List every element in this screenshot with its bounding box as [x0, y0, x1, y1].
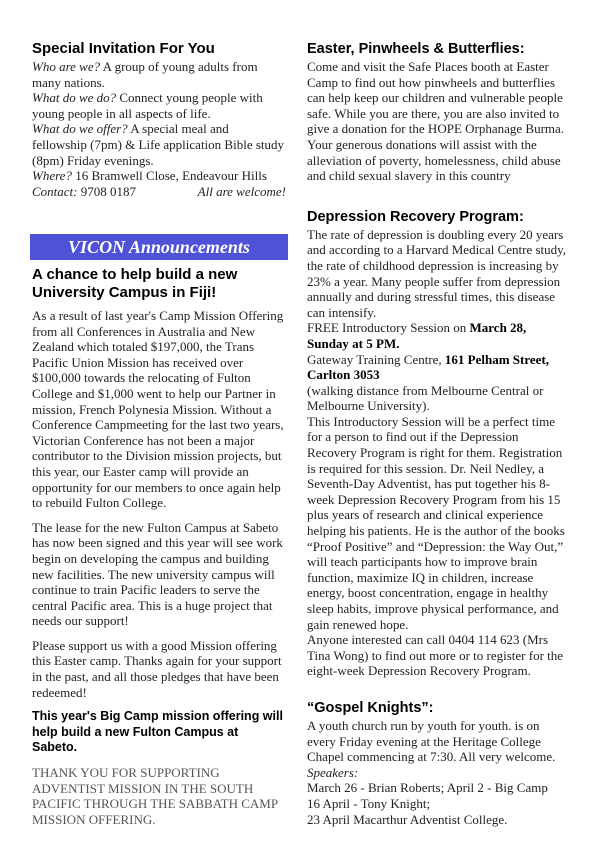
offer-question: What do we offer? [32, 121, 128, 137]
depression-title: Depression Recovery Program: [307, 208, 524, 225]
depression-details: This Introductory Session will be a perfect time for a person to find out if the Depression Recovery Program is right for them. Registration is required for this session. Dr. Neil Nedley, a Seventh-Day Adventist, has put together his 8-week Depression Recovery Program from his 15 plus years of research and clinical experience helping his patients. He is the author of the books “Proof Positive” and “Depression: the Way Out,” will teach participants how to improve brain function, maximize IQ in children, increase energy, boost concentration, engage in healthy sleep habits, improve physical performance, and gain renewed hope. [307, 413, 565, 632]
invitation-offer [32, 121, 286, 168]
vicon-headline: A chance to help build a new University Campus in Fiji! [32, 266, 238, 301]
invitation-contact-row [32, 184, 286, 200]
what-answer: Connect young people with young people in all aspects of life. [32, 90, 263, 121]
gospel-speaker-line-3: 23 April Macarthur Adventist College. [307, 811, 508, 827]
what-question: What do we do? [32, 90, 117, 106]
contact-phone: 9708 0187 [77, 183, 136, 199]
invitation-where [32, 168, 286, 184]
vicon-section [32, 266, 286, 827]
depression-walking: (walking distance from Melbourne Central or Melbourne University). [307, 382, 544, 414]
contact-question: Contact: [32, 183, 78, 199]
where-answer: 16 Bramwell Close, Endeavour Hills [71, 168, 267, 184]
depression-intro: The rate of depression is doubling every 20 years and according to a Harvard Medical Centre study, the rate of childhood depression is increasing by 23% a year. Many people suffer from depression annually and during stressful times, this disease can intensify. [307, 226, 567, 320]
session-prefix: FREE Introductory Session on [307, 320, 470, 336]
venue-address: 161 Pelham Street, Carlton 3053 [307, 351, 550, 383]
easter-body: Come and visit the Safe Places booth at Easter Camp to find out how pinwheels and butterflies can help keep our children and vulnerable people safe. While you are there, you are also invited to give a donation for the HOPE Orphanage Burma. Your generous donations will assist with the alleviation of poverty, homelessness, child abuse and child sexual slavery in this country [307, 59, 565, 184]
invitation-what [32, 90, 286, 121]
vicon-paragraph-1: As a result of last year's Camp Mission Offering from all Conferences in Australia and New Zealand which totaled $197,000, the Trans Pacific Union Mission has received over $100,000 towards the relocating of Fulton College and $1,000 went to help our Partner in mission, French Polynesia Mission. Without a Conference Campmeeting for the last two years, Victorian Conference has not been a major contributor to the Division mission projects, but this year, our Easter camp will provide an opportunity for our members to once again help to rebuild Fulton College. [32, 308, 284, 511]
welcome-text: All are welcome! [197, 183, 286, 199]
vicon-paragraph-3: Please support us with a good Mission offering this Easter camp. Thanks again for your support in the past, and all those pledges that have been redeemed! [32, 637, 282, 700]
gospel-speaker-line-2: 16 April - Tony Knight; [307, 795, 431, 811]
right-column [307, 40, 571, 827]
easter-title: Easter, Pinwheels & Butterflies: [307, 41, 525, 57]
offer-answer: A special meal and fellowship (7pm) & Life application Bible study (8pm) Friday evenings. [32, 121, 285, 168]
gospel-speaker-line-1: March 26 - Brian Roberts; April 2 - Big Camp [307, 780, 548, 796]
gospel-body: A youth church run by youth for youth. is on every Friday evening at the Heritage College Chapel commencing at 7:30. All very welcome. [307, 717, 556, 765]
session-date: March 28, Sunday at 5 PM. [307, 320, 527, 351]
gospel-speakers-label: Speakers: [307, 764, 359, 780]
where-question: Where? [32, 168, 72, 184]
who-question: Who are we? [32, 59, 101, 74]
depression-session [307, 320, 571, 351]
invitation-contact [32, 184, 136, 200]
vicon-bold-note: This year's Big Camp mission offering will help build a new Fulton Campus at Sabeto. [32, 709, 283, 755]
who-answer: A group of young adults from many nations. [32, 59, 258, 90]
invitation-who [32, 59, 286, 90]
left-column [32, 40, 286, 199]
venue-prefix: Gateway Training Centre, [307, 351, 445, 367]
depression-contact: Anyone interested can call 0404 114 623 (Mrs Tina Wong) to find out more or to register for the eight-week Depression Recovery Program. [307, 632, 564, 679]
vicon-caps-note: THANK YOU FOR SUPPORTING ADVENTIST MISSION IN THE SOUTH PACIFIC THROUGH THE SABBATH CAMP MISSION OFFERING. [32, 765, 278, 827]
vicon-banner: VICON Announcements [30, 234, 288, 260]
invitation-title: Special Invitation For You [32, 40, 215, 57]
gospel-title: “Gospel Knights”: [307, 699, 434, 716]
vicon-paragraph-2: The lease for the new Fulton Campus at Sabeto has now been signed and this year will see work begin on developing the campus and building new facilities. The new university campus will continue to train Pacific leaders to serve the central Pacific area. This is a huge project that needs our support! [32, 519, 283, 629]
depression-venue [307, 352, 571, 383]
